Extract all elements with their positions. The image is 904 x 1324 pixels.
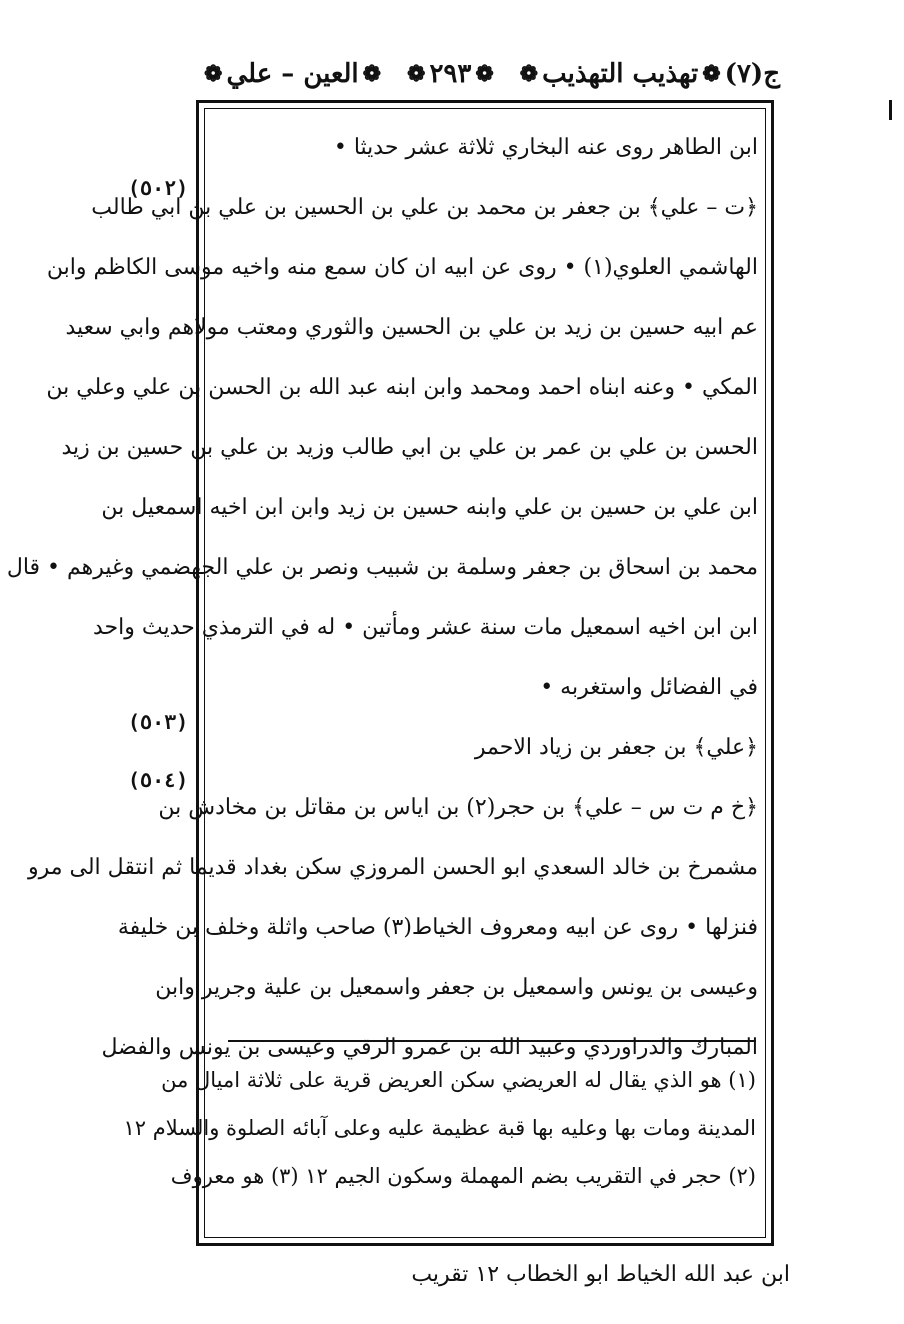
header-book-title: تهذيب التهذيب bbox=[542, 59, 699, 89]
running-header bbox=[200, 54, 780, 94]
ornament-icon: ❁ bbox=[407, 61, 426, 87]
ornament-icon: ❁ bbox=[519, 61, 539, 87]
header-volume: ج(٧) bbox=[724, 59, 780, 89]
header-page-number: ٢٩٣ bbox=[429, 59, 472, 89]
text-line: فنزلها • روى عن ابيه ومعروف الخياط(٣) صاحب واثلة وخلف بن خليفة bbox=[117, 915, 758, 940]
footnote-continuation: ابن عبد الله الخياط ابو الخطاب ١٢ تقريب bbox=[411, 1262, 790, 1287]
footnote-line: المدينة ومات بها وعليه بها قبة عظيمة عليه وعلى آبائه الصلوة والسلام ١٢ bbox=[123, 1116, 756, 1140]
ornament-icon: ❁ bbox=[475, 61, 494, 87]
ornament-icon: ❁ bbox=[204, 61, 223, 87]
footnote-line: (٢) حجر في التقريب بضم المهملة وسكون الجيم ١٢ (٣) هو معروف bbox=[170, 1164, 756, 1188]
text-line: ﴿خ م ت س – علي﴾ بن حجر(٢) بن اياس بن مقاتل بن مخادش بن bbox=[158, 795, 758, 820]
ornament-icon: ❁ bbox=[702, 61, 721, 87]
text-line: الهاشمي العلوي(١) • روى عن ابيه ان كان سمع منه واخيه موسى الكاظم وابن bbox=[46, 255, 758, 280]
text-line: المكي • وعنه ابناه احمد ومحمد وابن ابنه عبد الله بن الحسن بن علي وعلي بن bbox=[46, 375, 758, 400]
footnote-line: (١) هو الذي يقال له العريضي سكن العريض قرية على ثلاثة اميال من bbox=[161, 1068, 756, 1092]
footnote-separator bbox=[228, 1040, 756, 1042]
text-line: ﴿ت – علي﴾ بن جعفر بن محمد بن علي بن الحسين بن علي بن ابي طالب bbox=[91, 195, 758, 220]
footnotes bbox=[123, 1056, 756, 1200]
text-line: وعيسى بن يونس واسمعيل بن جعفر واسمعيل بن علية وجرير وابن bbox=[155, 975, 758, 1000]
entry-number: (٥٠٤) bbox=[128, 768, 189, 792]
text-line: ابن ابن اخيه اسمعيل مات سنة عشر ومأتين • له في الترمذي حديث واحد bbox=[92, 615, 758, 640]
text-line: ﴿علي﴾ بن جعفر بن زياد الاحمر bbox=[474, 735, 758, 760]
text-line: في الفضائل واستغربه • bbox=[540, 675, 758, 700]
ornament-icon: ❁ bbox=[362, 61, 382, 87]
text-line: محمد بن اسحاق بن جعفر وسلمة بن شبيب ونصر بن علي الجهضمي وغيرهم • قال bbox=[6, 555, 758, 580]
text-line: المبارك والدراوردي وعبيد الله بن عمرو الرقي وعيسى بن يونس والفضل bbox=[101, 1035, 758, 1060]
entry-number: (٥٠٣) bbox=[128, 710, 189, 734]
entry-number: (٥٠٢) bbox=[128, 176, 189, 200]
text-line: ابن الطاهر روى عنه البخاري ثلاثة عشر حديثا • bbox=[333, 135, 758, 160]
text-line: عم ابيه حسين بن زيد بن علي بن الحسين والثوري ومعتب مولاهم وابي سعيد bbox=[65, 315, 758, 340]
text-line: الحسن بن علي بن عمر بن علي بن ابي طالب وزيد بن علي بن حسين بن زيد bbox=[61, 435, 758, 460]
text-line: ابن علي بن حسين بن علي وابنه حسين بن زيد وابن ابن اخيه اسمعيل بن bbox=[101, 495, 758, 520]
margin-mark bbox=[889, 100, 898, 120]
text-line: مشمرخ بن خالد السعدي ابو الحسن المروزي سكن بغداد قديما ثم انتقل الى مرو bbox=[27, 855, 758, 880]
header-section: العين – علي bbox=[226, 59, 359, 89]
